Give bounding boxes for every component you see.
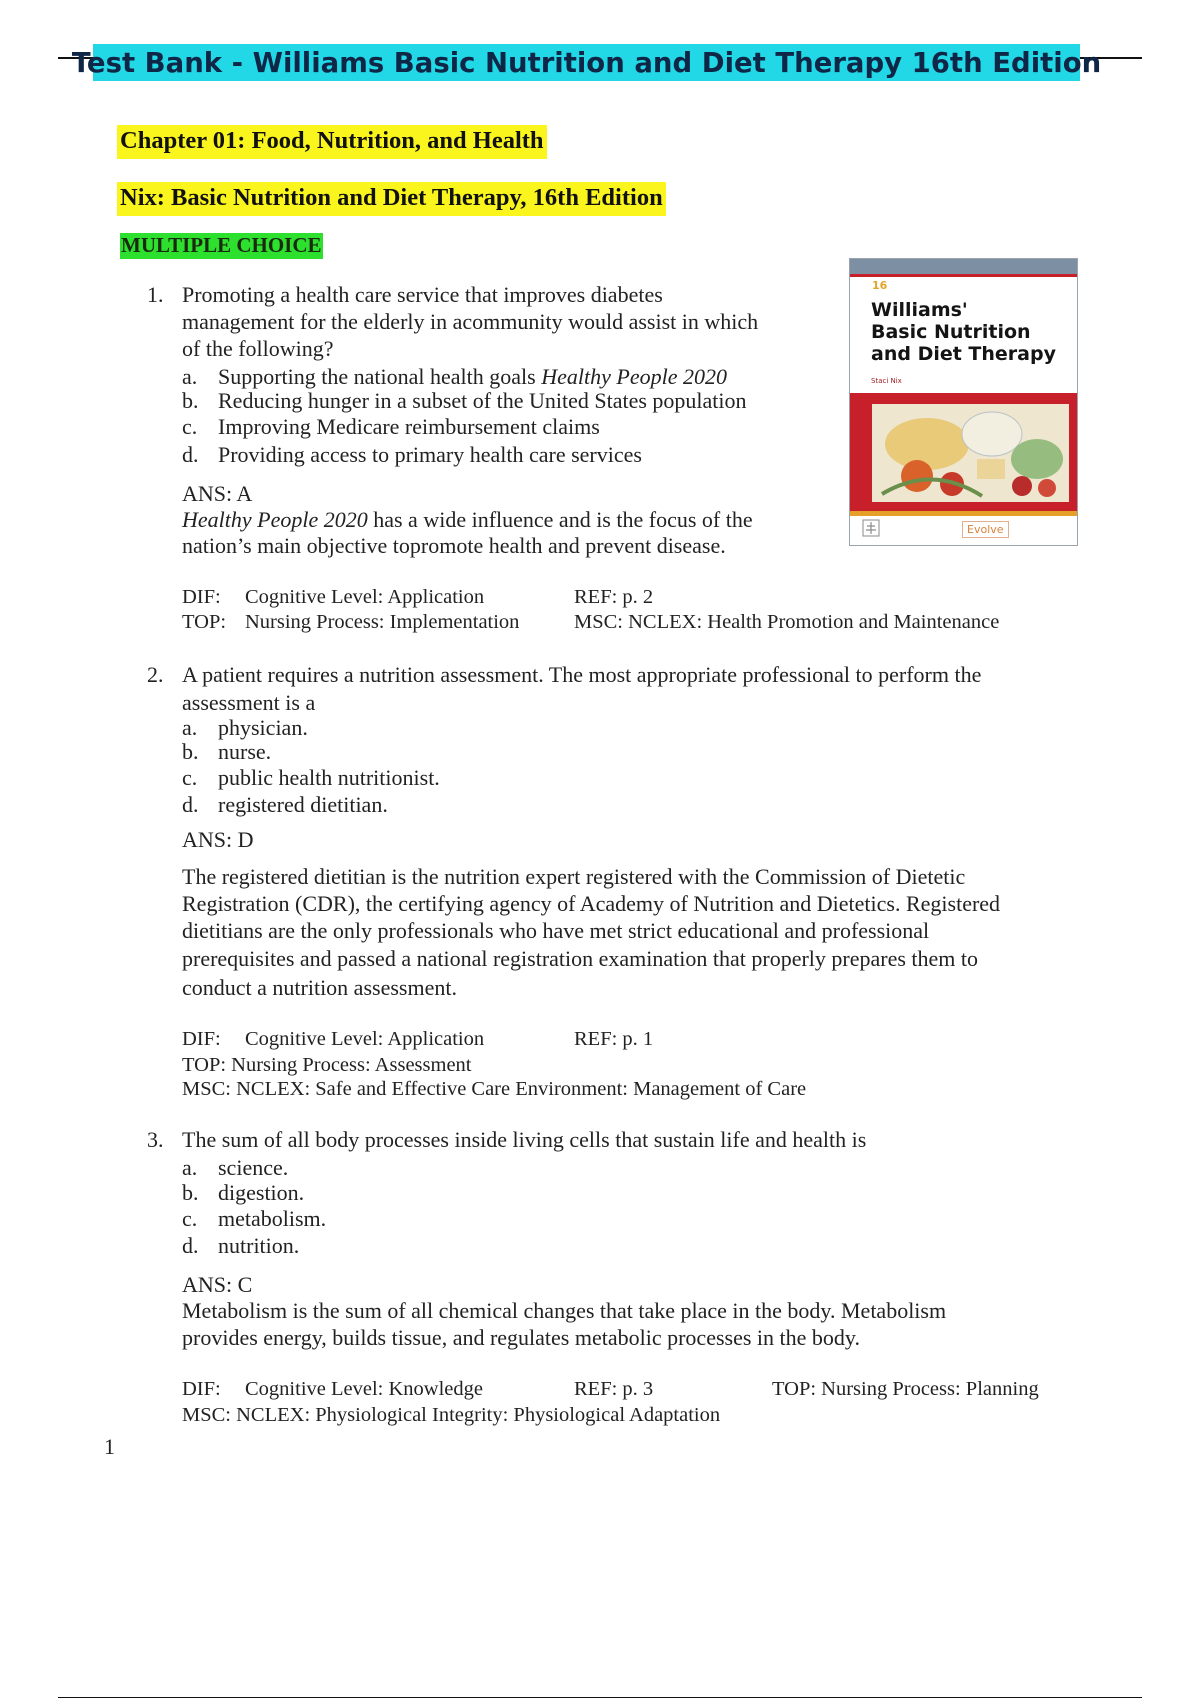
rationale-line: conduct a nutrition assessment. [182, 975, 457, 1000]
option-letter: d. [182, 1233, 199, 1258]
option-text: public health nutritionist. [218, 765, 440, 790]
meta-top: TOP: Nursing Process: Assessment [182, 1054, 472, 1076]
meta-dif-label: DIF: [182, 1378, 221, 1400]
rationale-line: Registration (CDR), the certifying agency of Academy of Nutrition and Dietetics. Registered [182, 891, 1001, 916]
question-number: 3. [147, 1127, 164, 1152]
meta-dif: Cognitive Level: Application [245, 586, 485, 608]
chapter-heading: Chapter 01: Food, Nutrition, and Health [117, 125, 547, 159]
question-stem-line: The sum of all body processes inside living cells that sustain life and health is [182, 1127, 867, 1152]
publisher-logo-icon [862, 519, 880, 537]
cover-food-illustration [872, 404, 1069, 502]
meta-dif-label: DIF: [182, 1028, 221, 1050]
meta-top: TOP: Nursing Process: Planning [772, 1378, 1039, 1400]
meta-ref: REF: p. 3 [574, 1378, 654, 1400]
option-text-plain: Supporting the national health goals [218, 364, 542, 389]
book-cover-image [849, 258, 1078, 546]
meta-msc: MSC: NCLEX: Physiological Integrity: Physiological Adaptation [182, 1404, 721, 1426]
question-number: 1. [147, 282, 164, 307]
rationale-line: provides energy, builds tissue, and regulates metabolic processes in the body. [182, 1325, 860, 1350]
rationale-line: nation’s main objective topromote health and prevent disease. [182, 533, 726, 558]
document-title: Test Bank - Williams Basic Nutrition and Diet Therapy 16th Edition [71, 46, 1102, 79]
option-letter: c. [182, 765, 198, 790]
option-letter: b. [182, 739, 199, 764]
rationale-line: dietitians are the only professionals who have met strict educational and professional [182, 918, 930, 943]
answer-key: ANS: D [182, 827, 254, 852]
rationale-line [182, 507, 753, 533]
rationale-italic: Healthy People 2020 [182, 507, 368, 532]
question-stem-line: of the following? [182, 336, 334, 361]
option-text: science. [218, 1155, 289, 1180]
meta-ref: REF: p. 2 [574, 586, 654, 608]
option-text: physician. [218, 715, 308, 740]
option-letter: d. [182, 792, 199, 817]
option-letter: a. [182, 364, 198, 389]
cover-author: Staci Nix [871, 377, 902, 385]
rationale-line: Metabolism is the sum of all chemical changes that take place in the body. Metabolism [182, 1298, 947, 1323]
option-letter: b. [182, 1180, 199, 1205]
option-text: metabolism. [218, 1206, 327, 1231]
book-subtitle: Nix: Basic Nutrition and Diet Therapy, 16th Edition [117, 182, 666, 216]
evolve-badge: Evolve [962, 521, 1009, 538]
rationale-text: has a wide influence and is the focus of the [367, 507, 753, 532]
option-text [218, 364, 727, 390]
cover-title-line3: and Diet Therapy [871, 343, 1056, 365]
question-stem-line: assessment is a [182, 690, 316, 715]
option-letter: b. [182, 388, 199, 413]
option-text: Reducing hunger in a subset of the United States population [218, 388, 747, 413]
question-number: 2. [147, 662, 164, 687]
meta-top-label: TOP: [182, 611, 227, 633]
title-banner [71, 44, 1102, 81]
cover-top-band [850, 259, 1077, 274]
footer-rule [58, 1697, 1142, 1698]
option-text: nurse. [218, 739, 272, 764]
meta-ref: REF: p. 1 [574, 1028, 654, 1050]
cover-title [871, 299, 1056, 365]
meta-dif: Cognitive Level: Knowledge [245, 1378, 483, 1400]
page-number: 1 [104, 1434, 115, 1459]
meta-msc: MSC: NCLEX: Safe and Effective Care Environment: Management of Care [182, 1078, 807, 1100]
cover-edition: 16 [872, 279, 888, 292]
option-letter: c. [182, 1206, 198, 1231]
meta-top: Nursing Process: Implementation [245, 611, 520, 633]
question-stem-line: A patient requires a nutrition assessment. The most appropriate professional to perform the [182, 662, 982, 687]
option-text-italic: Healthy People 2020 [541, 364, 727, 389]
meta-dif: Cognitive Level: Application [245, 1028, 485, 1050]
rationale-line: The registered dietitian is the nutrition expert registered with the Commission of Dietetic [182, 864, 966, 889]
option-letter: a. [182, 1155, 198, 1180]
meta-dif-label: DIF: [182, 586, 221, 608]
option-text: registered dietitian. [218, 792, 388, 817]
option-text: nutrition. [218, 1233, 300, 1258]
option-text: digestion. [218, 1180, 305, 1205]
answer-key: ANS: A [182, 481, 253, 506]
cover-title-line1: Williams' [871, 299, 968, 321]
option-text: Providing access to primary health care services [218, 442, 642, 467]
question-stem-line: Promoting a health care service that improves diabetes [182, 282, 663, 307]
question-stem-line: management for the elderly in acommunity would assist in which [182, 309, 759, 334]
option-text: Improving Medicare reimbursement claims [218, 414, 600, 439]
meta-msc: MSC: NCLEX: Health Promotion and Maintenance [574, 611, 1000, 633]
cover-red-line [850, 274, 1077, 277]
cover-title-line2: Basic Nutrition [871, 321, 1031, 343]
option-letter: c. [182, 414, 198, 439]
option-letter: a. [182, 715, 198, 740]
rationale-line: prerequisites and passed a national registration examination that properly prepares them to [182, 946, 979, 971]
section-heading: MULTIPLE CHOICE [121, 233, 322, 257]
cover-orange-stripe [850, 511, 1077, 516]
option-letter: d. [182, 442, 199, 467]
answer-key: ANS: C [182, 1272, 253, 1297]
